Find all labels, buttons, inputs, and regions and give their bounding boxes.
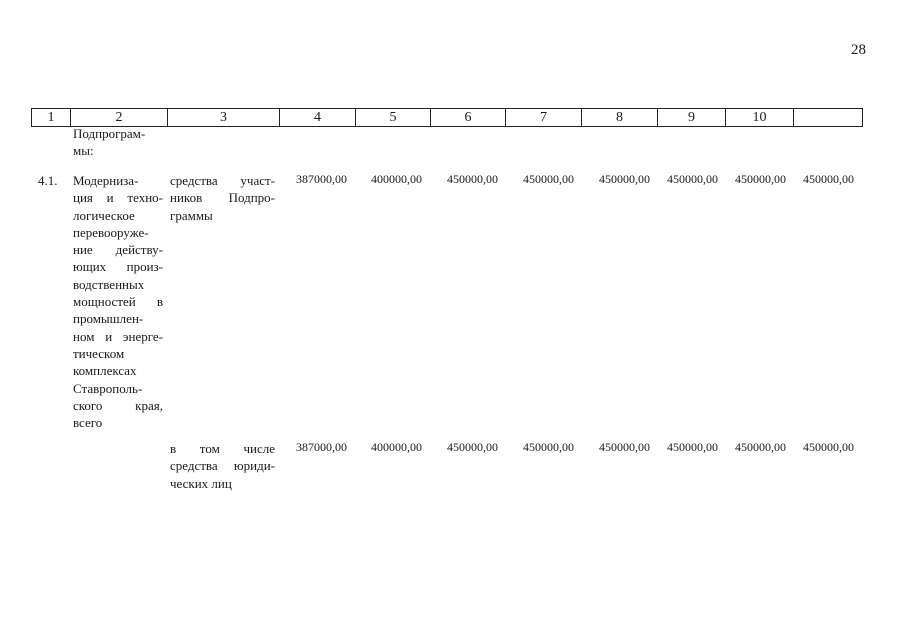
row-name-line: ние действу- <box>73 242 163 258</box>
value-cell: 450000,00 <box>667 172 718 186</box>
header-col-9: 9 <box>657 109 725 126</box>
row-name-line: всего <box>73 415 103 431</box>
header-col-1: 1 <box>47 110 55 125</box>
row-subsource-line: ческих лиц <box>170 475 232 491</box>
header-col-8: 8 <box>581 109 657 126</box>
row-name-line: ского края, <box>73 397 163 413</box>
header-col-11 <box>793 109 862 126</box>
header-col-5: 5 <box>355 109 430 126</box>
value-cell: 450000,00 <box>735 172 786 186</box>
row-subsource-line: средства юриди- <box>170 458 275 474</box>
row-subsource-cell <box>170 440 275 492</box>
value-cell: 450000,00 <box>447 172 498 186</box>
row-source-line: ников Подпро- <box>170 190 275 206</box>
header-col-3: 3 <box>167 109 279 126</box>
row-name-line: мощностей в <box>73 294 163 310</box>
value-cell: 450000,00 <box>523 172 574 186</box>
value-cell: 450000,00 <box>803 440 854 454</box>
value-cell: 450000,00 <box>599 172 650 186</box>
header-col-6: 6 <box>430 109 505 126</box>
row-name-cell <box>73 172 163 431</box>
row-source-line: граммы <box>170 207 213 223</box>
row-source-line: средства участ- <box>170 173 275 188</box>
value-cell: 450000,00 <box>667 440 718 454</box>
row-subsource-line: в том числе <box>170 441 275 456</box>
row-name-line: Ставрополь- <box>73 380 143 396</box>
value-cell: 387000,00 <box>296 440 347 454</box>
value-cell: 450000,00 <box>803 172 854 186</box>
header-col-2: 2 <box>70 109 167 126</box>
row-name-line: ция и техно- <box>73 190 163 206</box>
value-cell: 450000,00 <box>599 440 650 454</box>
row-name-line: перевооруже- <box>73 224 149 240</box>
row-index: 4.1. <box>38 173 58 188</box>
row-name-line: ющих произ- <box>73 259 163 275</box>
value-cell: 400000,00 <box>371 172 422 186</box>
value-cell: 400000,00 <box>371 440 422 454</box>
row-name-line: Модерниза- <box>73 173 139 188</box>
header-col-10: 10 <box>725 109 793 126</box>
row-source-cell <box>170 172 275 224</box>
value-cell: 387000,00 <box>296 172 347 186</box>
value-cell: 450000,00 <box>523 440 574 454</box>
row-name-line: промышлен- <box>73 311 144 327</box>
row-name-line: тическом <box>73 345 125 361</box>
header-col-4: 4 <box>279 109 355 126</box>
header-col-7: 7 <box>505 109 581 126</box>
row-name-line: ном и энерге- <box>73 328 163 344</box>
value-cell: 450000,00 <box>447 440 498 454</box>
page-number: 28 <box>851 42 866 58</box>
row-name-line: комплексах <box>73 363 137 379</box>
row-name-line: логическое <box>73 207 135 223</box>
value-cell: 450000,00 <box>735 440 786 454</box>
row-name-line: водственных <box>73 276 145 292</box>
table-header-row <box>31 108 863 127</box>
section-label: Подпрограм- мы: <box>73 126 146 159</box>
